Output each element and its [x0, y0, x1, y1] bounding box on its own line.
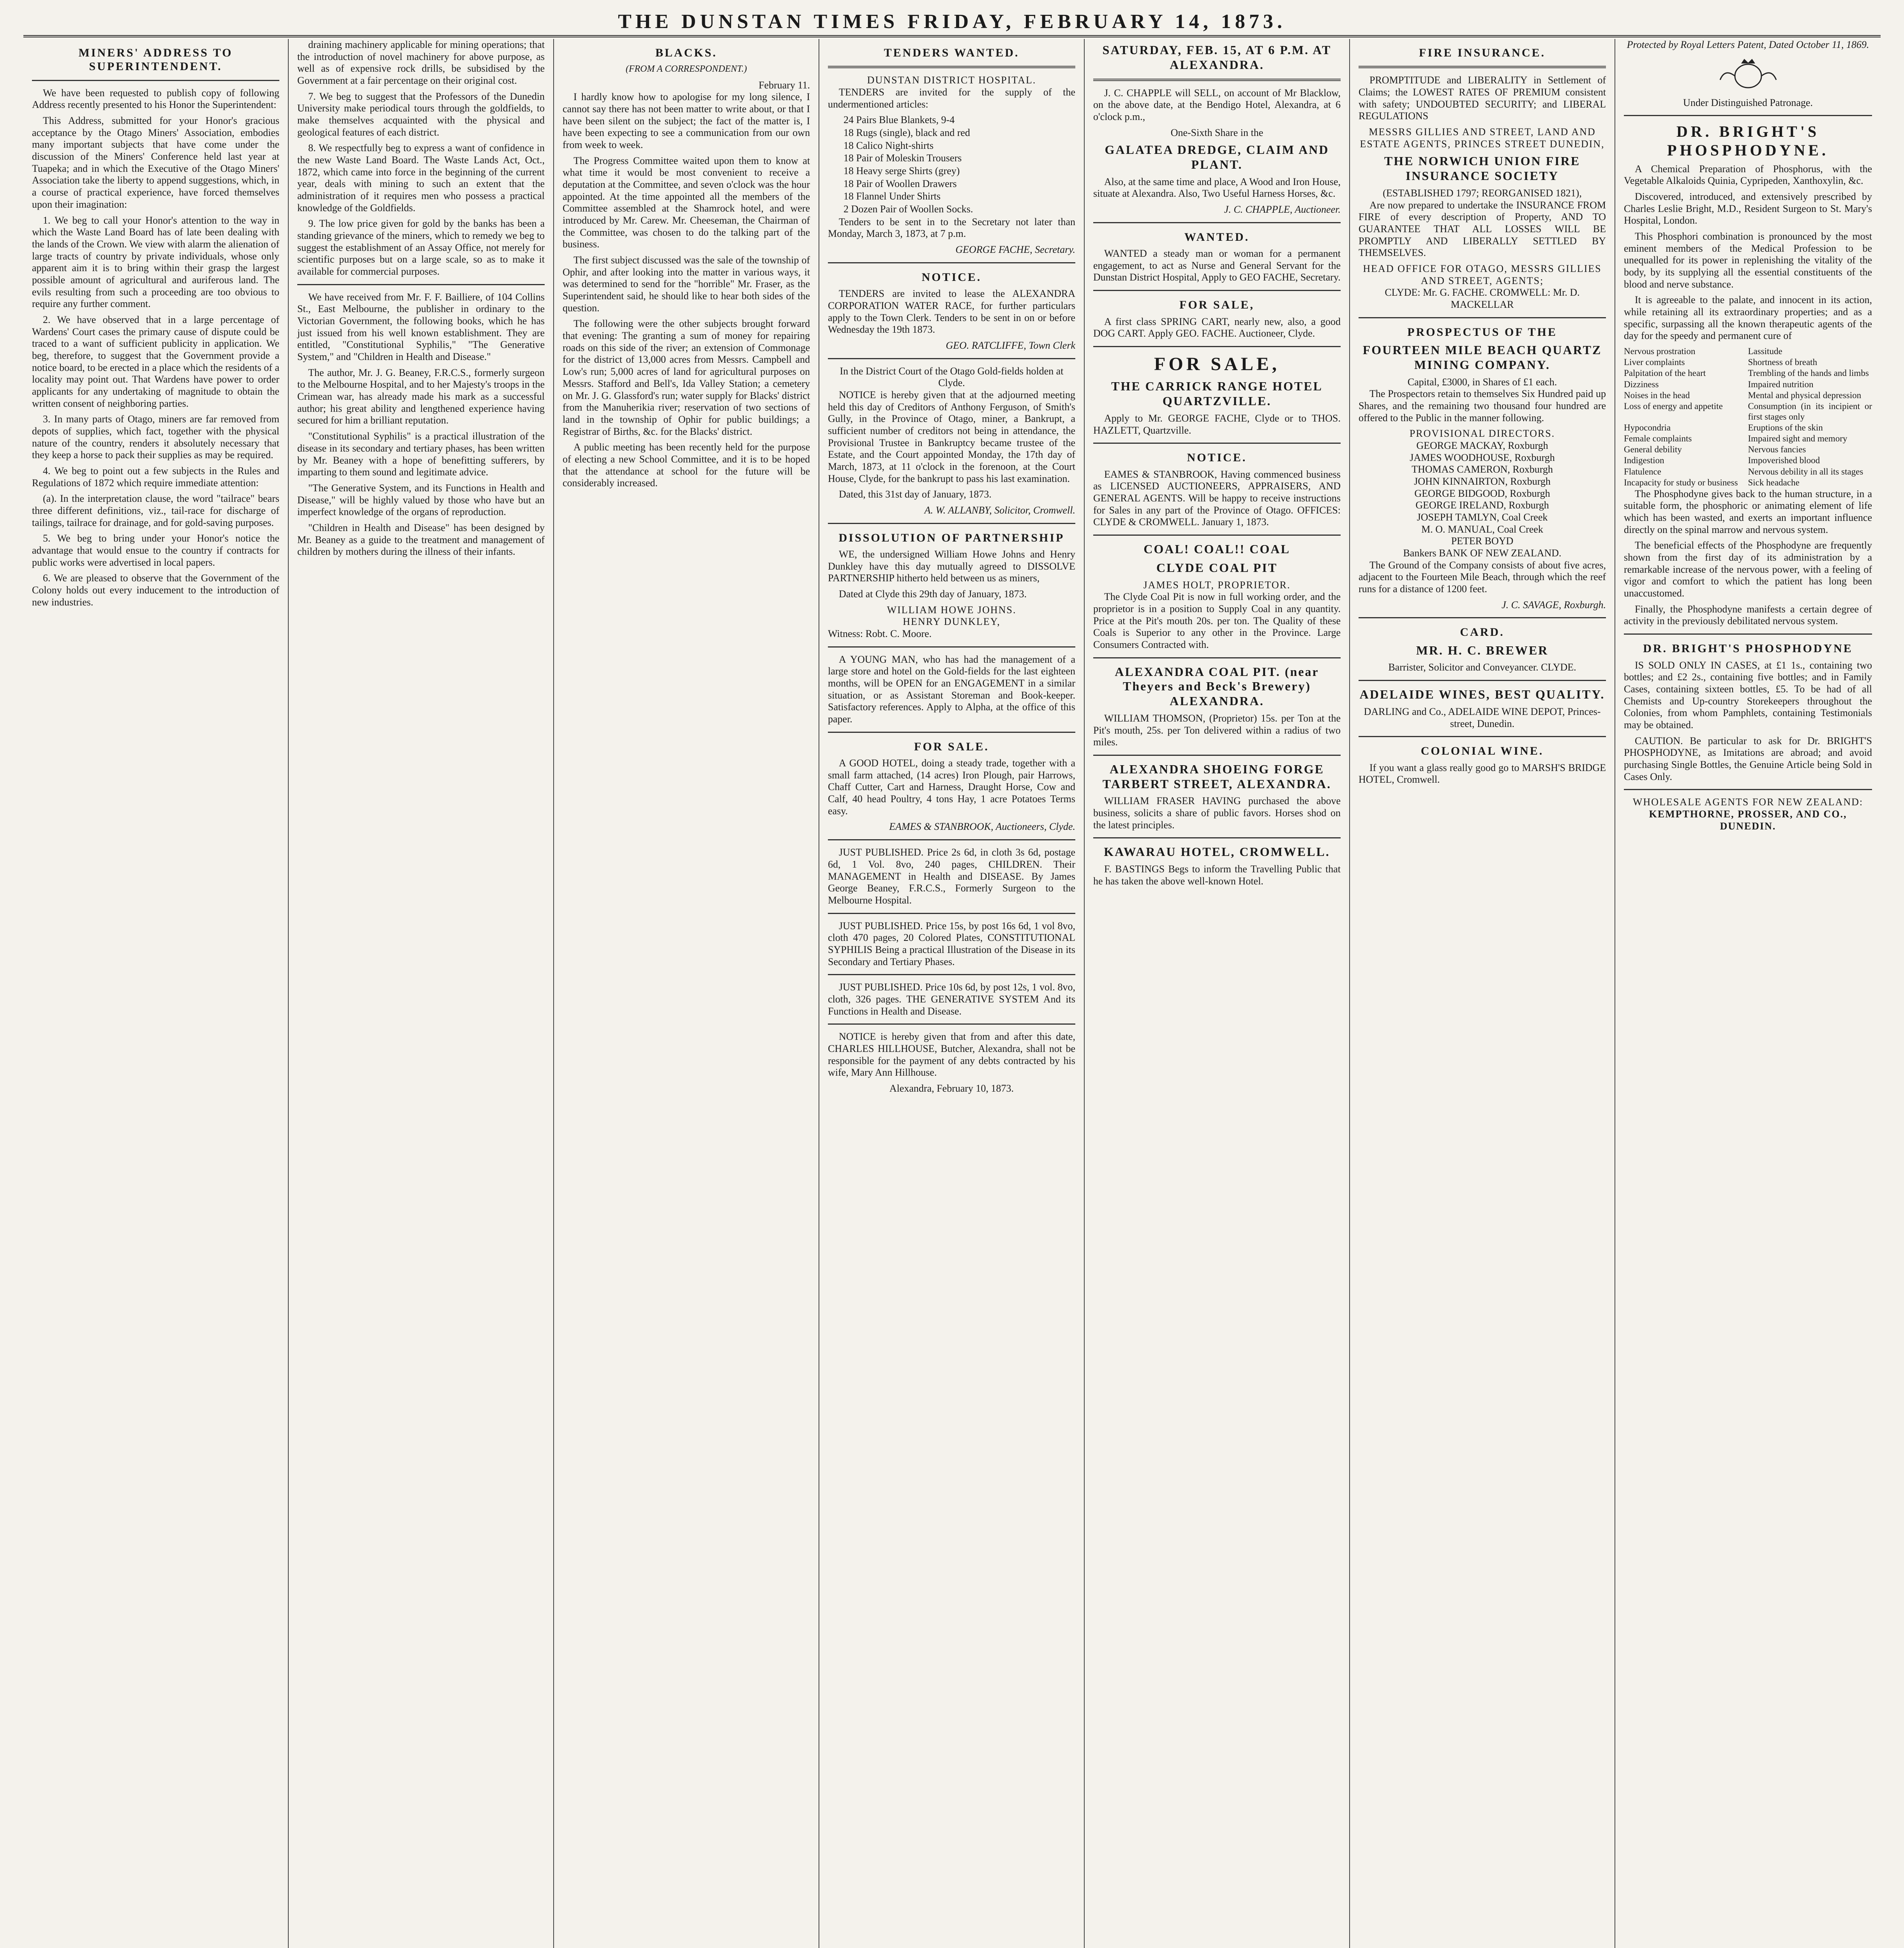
ailments-list — [1624, 346, 1872, 488]
paragraph: A YOUNG MAN, who has had the management of a large store and hotel on the Gold-fields for the last eighteen months, will be OPEN for an ENGAGEMENT in a similar situation, or as Assistant Storeman and Book-keeper. Satisfactory references. Apply to Alpha, at the office of this paper. — [828, 653, 1075, 725]
ad-title: ALEXANDRA SHOEING FORGE TARBERT STREET, ALEXANDRA. — [1102, 762, 1332, 791]
ailment-item: Nervous fancies — [1748, 445, 1806, 455]
paragraph: TENDERS are invited to lease the ALEXANDRA CORPORATION WATER RACE, for further particulars apply to the Town Clerk. Tenders to be sent in on or before Wednesday the 19th 1873. — [828, 288, 1075, 335]
paragraph: 2. We have observed that in a large percentage of Wardens' Court cases the primary cause of dispute could be traced to a want of sufficient publicity in application. We beg, therefore, to suggest that the Government provide a notice board, to be erected in a place which the residents of a locality may point out. That Wardens have power to order applicants for any undertaking of magnitude to obtain the written consent of neighboring parties. — [32, 314, 279, 409]
column-1 — [23, 39, 289, 1948]
paragraph: "Constitutional Syphilis" is a practical illustration of the disease in its secondary and tertiary phases, has been written by Mr. Beaney with a hope of benefitting sufferers, by imparting to them sound and legitimate advice. — [297, 431, 545, 478]
paragraph: It is agreeable to the palate, and innocent in its action, while retaining all its extraordinary properties; and as a specific, surpassing all the known therapeutic agents of the day for the speedy and permanent cure of — [1624, 294, 1872, 342]
paragraph: The Phosphodyne gives back to the human structure, in a suitable form, the phosphoric or animating element of life which has been wasted, and exerts an important influence directly on the spinal marrow and nervous system. — [1624, 488, 1872, 535]
column-2 — [289, 39, 554, 1948]
witness: Witness: Robt. C. Moore. — [828, 628, 932, 640]
ailment-item: Palpitation of the heart — [1624, 368, 1706, 378]
dateline: February 11. — [759, 79, 810, 91]
paragraph: Dated at Clyde this 29th day of January, 1873. — [839, 588, 1027, 600]
ailment-row — [1624, 368, 1872, 378]
divider — [1093, 657, 1341, 658]
article-subheading: (FROM A CORRESPONDENT.) — [625, 64, 747, 74]
ad-title: THE CARRICK RANGE HOTEL QUARTZVILLE. — [1111, 379, 1323, 408]
divider — [1093, 535, 1341, 536]
ailment-row — [1624, 444, 1872, 455]
list-item: 24 Pairs Blue Blankets, 9-4 — [843, 114, 955, 126]
list-item: 18 Rugs (single), black and red — [843, 127, 970, 139]
paragraph: This Phosphori combination is pronounced by the most eminent members of the Medical Profession to be unequalled for its power in replenishing the vitality of the body, by its supplying all the essential constituents of the blood and nerve substance. — [1624, 231, 1872, 290]
ad-heading: CARD. — [1460, 626, 1505, 639]
list-item: 18 Flannel Under Shirts — [843, 191, 941, 202]
ailment-row — [1624, 422, 1872, 433]
ad-heading: WANTED. — [1184, 230, 1250, 244]
ailment-row — [1624, 455, 1872, 466]
ad-line: KEMPTHORNE, PROSSER, AND CO., DUNEDIN. — [1649, 808, 1847, 832]
column-5 — [1085, 39, 1350, 1948]
paragraph: JUST PUBLISHED. Price 2s 6d, in cloth 3s 6d, postage 6d, 1 Vol. 8vo, 240 pages, CHILDREN. Their MANAGEMENT in Health and DISEASE. By James George Beaney, F.R.C.S., Formerly Surgeon to the Melbourne Hospital. — [828, 847, 1075, 906]
paragraph: 4. We beg to point out a few subjects in the Rules and Regulations of 1872 which require immediate attention: — [32, 465, 279, 489]
ad-line: Barrister, Solicitor and Conveyancer. CLYDE. — [1388, 662, 1576, 673]
paragraph: The Progress Committee waited upon them to know at what time it would be most convenient to receive a deputation at the Committee, and seven o'clock was the hour appointed. At the time appointed all the members of the Committee assembled at the Shamrock hotel, and were introduced by Mr. Carew. Mr. Cheeseman, the Chairman of the Committee, was chosen to do the talking part of the business. — [563, 155, 810, 250]
paragraph: 3. In many parts of Otago, miners are far removed from depots of supplies, which fact, together with the physical nature of the country, renders it absolutely necessary that they keep a horse to pack their supplies as may be required. — [32, 413, 279, 461]
paragraph: 5. We beg to bring under your Honor's notice the advantage that would ensue to the country if contracts for public works were advertised in local papers. — [32, 533, 279, 568]
ad-title: CLYDE COAL PIT — [1156, 560, 1278, 575]
ailment-item: Mental and physical depression — [1748, 390, 1862, 400]
ailment-item: Eruptions of the skin — [1748, 423, 1823, 432]
ad-heading: PROSPECTUS OF THE — [1407, 325, 1557, 339]
ad-title: THE NORWICH UNION FIRE INSURANCE SOCIETY — [1384, 154, 1581, 183]
ailment-item: Hypocondria — [1624, 423, 1671, 432]
paragraph: WILLIAM FRASER HAVING purchased the above business, solicits a share of public favors. Horses shod on the latest principles. — [1093, 795, 1341, 831]
ad-heading: DISSOLUTION OF PARTNERSHIP — [838, 531, 1065, 544]
list-item: 2 Dozen Pair of Woollen Socks. — [843, 203, 973, 215]
paragraph: Also, at the same time and place, A Wood and Iron House, situate at Alexandra. Also, Two Useful Harness Horses, &c. — [1093, 176, 1341, 199]
paragraph: NOTICE is hereby given that from and after this date, CHARLES HILLHOUSE, Butcher, Alexandra, shall not be responsible for the payment of any debts contracted by his wife, Mary Ann Hillhouse. — [828, 1031, 1075, 1078]
paragraph: Are now prepared to undertake the INSURANCE FROM FIRE of every description of Property, AND TO GUARANTEE THAT ALL LOSSES WILL BE PROMPTLY AND LIBERALLY SETTLED BY THEMSELVES. — [1359, 199, 1606, 259]
ad-title: DR. BRIGHT'S PHOSPHODYNE. — [1667, 123, 1829, 159]
paragraph: 6. We are pleased to observe that the Government of the Colony holds out every inducement to the introduction of new industries. — [32, 572, 279, 608]
ad-line: HEAD OFFICE FOR OTAGO, MESSRS GILLIES AND STREET, AGENTS; — [1363, 263, 1602, 286]
ailment-item: Flatulence — [1624, 466, 1661, 476]
divider — [1624, 115, 1872, 116]
divider — [1359, 736, 1606, 737]
paragraph: The beneficial effects of the Phosphodyne are frequently shown from the first day of its administration by a remarkable increase of the nervous power, with a feeling of vigor and comfort to which the patient has long been unaccustomed. — [1624, 540, 1872, 599]
paragraph: 9. The low price given for gold by the banks has been a standing grievance of the miners, which to remedy we beg to suggest the establishment of an Assay Office, not merely for scientific purposes but on a large scale, so as to make it available for commercial purposes. — [297, 218, 545, 277]
ad-line: Under Distinguished Patronage. — [1683, 97, 1813, 108]
ad-line: One-Sixth Share in the — [1170, 127, 1263, 138]
ailment-row — [1624, 466, 1872, 477]
divider — [1624, 633, 1872, 635]
ailment-item: Indigestion — [1624, 455, 1664, 466]
paragraph: "The Generative System, and its Functions in Health and Disease," will be highly valued by those who have but an imperfect knowledge of the organs of reproduction. — [297, 482, 545, 518]
paragraph: I hardly know how to apologise for my long silence, I cannot say there has not been matter to write about, or that I have been silent on the subject; the fact of the matter is, I have been expecting to see a communication from our own from week to week. — [563, 91, 810, 151]
article-heading: BLACKS. — [655, 46, 717, 59]
paragraph: Tenders to be sent in to the Secretary not later than Monday, March 3, 1873, at 7 p.m. — [828, 216, 1075, 240]
column-6 — [1350, 39, 1615, 1948]
paragraph: A public meeting has been recently held for the purpose of electing a new School Committee, and it is to be hoped that the attendance at school for the future will be considerably increased. — [563, 441, 810, 489]
ad-title: FOURTEEN MILE BEACH QUARTZ MINING COMPANY. — [1362, 343, 1602, 372]
signature: J. C. CHAPPLE, Auctioneer. — [1224, 204, 1341, 215]
paragraph: 1. We beg to call your Honor's attention to the way in which the Waste Land Board has of late been dealing with the lands of the Crown. We view with alarm the alienation of large tracts of country by private individuals, whose only apparent aim it is to bring within their grasp the largest possible amount of agricultural and auriferous land. The evils resulting from such a proceeding are too obvious to require any further comment. — [32, 214, 279, 310]
divider — [1624, 789, 1872, 790]
signature: A. W. ALLANBY, Solicitor, Cromwell. — [924, 504, 1075, 516]
ailment-item: Noises in the head — [1624, 390, 1690, 400]
paragraph: EAMES & STANBROOK, Having commenced business as LICENSED AUCTIONEERS, APPRAISERS, AND GENERAL AGENTS. Will be happy to receive instructions for Sales in any part of the Province of Otago. OFFICES: CLYDE & CROMWELL. January 1, 1873. — [1093, 468, 1341, 528]
ad-subheading: PROVISIONAL DIRECTORS. — [1409, 428, 1555, 439]
column-4 — [819, 39, 1085, 1948]
ailment-item: Impoverished blood — [1748, 455, 1820, 466]
ad-title: KAWARAU HOTEL, CROMWELL. — [1104, 845, 1330, 859]
list-item: JOHN KINNAIRTON, Roxburgh — [1414, 475, 1551, 487]
divider — [1359, 317, 1606, 318]
column-3 — [554, 39, 819, 1948]
divider — [297, 284, 545, 285]
divider — [828, 358, 1075, 359]
divider — [1359, 66, 1606, 68]
ailment-row — [1624, 433, 1872, 444]
ad-heading: TENDERS WANTED. — [884, 46, 1020, 59]
paragraph: 7. We beg to suggest that the Professors of the Dunedin University make periodical tours through the goldfields, to make themselves acquainted with the physical and geological features of each district. — [297, 90, 545, 138]
ad-line: Capital, £3000, in Shares of £1 each. — [1407, 376, 1557, 388]
list-item: JAMES WOODHOUSE, Roxburgh — [1410, 452, 1555, 463]
paragraph: CAUTION. Be particular to ask for Dr. BRIGHT'S PHOSPHODYNE, as Imitations are abroad; and avoid purchasing Single Bottles, the Genuine Article being Sold in Cases Only. — [1624, 735, 1872, 782]
ad-subheading: In the District Court of the Otago Gold-fields holden at Clyde. — [840, 365, 1064, 389]
masthead: THE DUNSTAN TIMES FRIDAY, FEBRUARY 14, 1873. — [23, 8, 1881, 37]
divider — [828, 66, 1075, 68]
list-item: JOSEPH TAMLYN, Coal Creek — [1417, 511, 1548, 523]
ailment-item: Liver complaints — [1624, 357, 1685, 367]
ailment-row — [1624, 390, 1872, 401]
divider — [1093, 443, 1341, 444]
divider — [828, 523, 1075, 524]
paragraph: WILLIAM THOMSON, (Proprietor) 15s. per Ton at the Pit's mouth, 25s. per Ton delivered within a radius of two miles. — [1093, 712, 1341, 748]
paragraph: TENDERS are invited for the supply of the undermentioned articles: — [828, 86, 1075, 110]
divider — [828, 646, 1075, 648]
list-item: 18 Pair of Moleskin Trousers — [843, 152, 962, 164]
ad-line: WHOLESALE AGENTS FOR NEW ZEALAND: — [1632, 796, 1863, 808]
ailment-item: Dizziness — [1624, 379, 1659, 389]
ailment-item: General debility — [1624, 445, 1682, 455]
divider — [828, 974, 1075, 975]
list-item: THOMAS CAMERON, Roxburgh — [1412, 464, 1553, 475]
ad-heading: SATURDAY, FEB. 15, AT 6 P.M. AT ALEXANDRA. — [1102, 43, 1332, 72]
paragraph: A first class SPRING CART, nearly new, also, a good DOG CART. Apply GEO. FACHE. Auctioneer, Clyde. — [1093, 316, 1341, 339]
paragraph: WANTED a steady man or woman for a permanent engagement, to act as Nurse and General Servant for the Dunstan District Hospital, Apply to GEO FACHE, Secretary. — [1093, 248, 1341, 283]
ailment-row — [1624, 401, 1872, 422]
paragraph: If you want a glass really good go to MARSH'S BRIDGE HOTEL, Cromwell. — [1359, 762, 1606, 785]
paragraph: This Address, submitted for your Honor's gracious acceptance by the Otago Miners' Association, embodies many important subjects that have come under the discussion of the Miners' Conference held last year at Tuapeka; and in which the Executive of the Otago Miners' Association take the liberty to append suggestions, which, in a course of practical experience, have forced themselves upon their imagination: — [32, 115, 279, 210]
ailment-row — [1624, 346, 1872, 356]
ad-heading: FOR SALE, — [1154, 353, 1280, 374]
ailment-item: Shortness of breath — [1748, 357, 1818, 367]
paragraph: The following were the other subjects brought forward that evening: The granting a sum of money for repairing roads on this side of the river; an extension of Commonage for the district of 13,000 acres from Messrs. Campbell and Low's run; 5,000 acres of land for agricultural purposes on Messrs. Stafford and Bell's, Ida Valley Station; a cemetery on Mr. J. G. Glassford's run; water supply for Blacks' district from the Manuherikia river; reservation of two sections of land in the township of Ophir for public buildings; a Registrar of Births, &c. for the Blacks' district. — [563, 318, 810, 437]
ad-subheading: DUNSTAN DISTRICT HOSPITAL. — [867, 74, 1036, 86]
paragraph: 8. We respectfully beg to express a want of confidence in the new Waste Land Board. The Waste Lands Act, Oct., 1872, which came into force in the beginning of the current year, deals with mining to such an extent that the administration of it requires men who possess a practical knowledge of the Goldfields. — [297, 142, 545, 214]
ailment-item: Nervous prostration — [1624, 346, 1696, 356]
paragraph: A Chemical Preparation of Phosphorus, with the Vegetable Alkaloids Quinia, Cypripeden, Xanthoxylin, &c. — [1624, 163, 1872, 187]
divider — [1093, 79, 1341, 81]
divider — [828, 732, 1075, 733]
paragraph: The first subject discussed was the sale of the township of Ophir, and after looking into the matter in various ways, it was determined to send for the "horrible" Mr. Fraser, as the Superintendent said, he should like to hear both sides of the question. — [563, 254, 810, 314]
ailment-item: Nervous debility in all its stages — [1748, 466, 1863, 476]
paragraph: (a). In the interpretation clause, the word "tailrace" bears three different definitions, viz., tail-race for discharge of tailings, tailrace for drainage, and for gold-saving purposes. — [32, 493, 279, 528]
ailment-item: Lassitude — [1748, 346, 1782, 356]
paragraph: JUST PUBLISHED. Price 10s 6d, by post 12s, 1 vol. 8vo, cloth, 326 pages. THE GENERATIVE SYSTEM And its Functions in Health and Disease. — [828, 981, 1075, 1017]
ad-line: JAMES HOLT, PROPRIETOR. — [1143, 579, 1291, 591]
paragraph: A GOOD HOTEL, doing a steady trade, together with a small farm attached, (14 acres) Iron Plough, pair Harrows, Chaff Cutter, Cart and Harness, Draught Horse, Cow and Calf, 40 head Poultry, 4 tons Hay, 1 acre Potatoes Terms easy. — [828, 757, 1075, 817]
ad-title: ALEXANDRA COAL PIT. (near Theyers and Beck's Brewery) ALEXANDRA. — [1115, 664, 1319, 708]
divider — [1359, 680, 1606, 681]
list-item: 18 Heavy serge Shirts (grey) — [843, 165, 960, 177]
paragraph: IS SOLD ONLY IN CASES, at £1 1s., containing two bottles; and £2 2s., containing five bottles; and in Family Cases, containing sixteen bottles, £5. To be had of all Chemists and Up-country Storekeepers throughout the Colonies, from whom Pamphlets, containing Testimonials may be obtained. — [1624, 659, 1872, 730]
paragraph: Apply to Mr. GEORGE FACHE, Clyde or to THOS. HAZLETT, Quartzville. — [1093, 412, 1341, 436]
ad-heading: FIRE INSURANCE. — [1419, 46, 1546, 59]
paragraph: The Ground of the Company consists of about five acres, adjacent to the Fourteen Mile Beach, through which the reef runs for a distance of 1200 feet. — [1359, 559, 1606, 595]
ad-line: (ESTABLISHED 1797; REORGANISED 1821), — [1383, 187, 1582, 199]
list-item: GEORGE IRELAND, Roxburgh — [1415, 499, 1549, 511]
paragraph: NOTICE is hereby given that at the adjourned meeting held this day of Creditors of Anthony Ferguson, of Smith's Gully, in the Province of Otago, miner, a Bankrupt, a sufficient number of creditors not being in attendance, the Provisional Trustee in Bankruptcy became trustee of the Estate, and the Court appointed Monday, the 17th day of March, 1873, at 11 o'clock in the forenoon, at the Court House, Clyde, for the bankrupt to pass his last examination. — [828, 389, 1075, 484]
ad-title: GALATEA DREDGE, CLAIM AND PLANT. — [1105, 143, 1329, 171]
royal-crest-icon — [1717, 56, 1779, 92]
ad-heading: NOTICE. — [921, 270, 982, 284]
ailment-row — [1624, 477, 1872, 488]
ad-title: ADELAIDE WINES, BEST QUALITY. — [1359, 687, 1605, 702]
signature: J. C. SAVAGE, Roxburgh. — [1501, 599, 1606, 611]
divider — [828, 262, 1075, 263]
paragraph: We have been requested to publish copy of following Address recently presented to his Honor the Superintendent: — [32, 87, 279, 111]
ailment-item: Consumption (in its incipient or first stages only — [1748, 401, 1872, 422]
list-item: GEORGE BIDGOOD, Roxburgh — [1414, 487, 1550, 499]
list-item: PETER BOYD — [1451, 535, 1514, 547]
paragraph: WE, the undersigned William Howe Johns and Henry Dunkley have this day mutually agreed to DISSOLVE PARTNERSHIP hitherto held between us as miners, — [828, 549, 1075, 584]
paragraph: The Clyde Coal Pit is now in full working order, and the proprietor is in a position to Supply Coal in any quantity. Price at the Pit's mouth 20s. per ton. The Quality of these Coals is Superior to any other in the Province. Large Consumers Contracted with. — [1093, 591, 1341, 650]
paragraph: J. C. CHAPPLE will SELL, on account of Mr Blacklow, on the above date, at the Bendigo Hotel, Alexandra, at 6 o'clock p.m., — [1093, 87, 1341, 122]
paragraph: Finally, the Phosphodyne manifests a certain degree of activity in the previously debilitated nervous system. — [1624, 603, 1872, 627]
ad-heading: FOR SALE. — [914, 740, 989, 753]
list-item: 18 Calico Night-shirts — [843, 139, 934, 151]
ailment-item: Loss of energy and appetite — [1624, 401, 1723, 411]
ailment-item: Trembling of the hands and limbs — [1748, 368, 1869, 378]
ailment-item: Impaired nutrition — [1748, 379, 1814, 389]
paragraph: The author, Mr. J. G. Beaney, F.R.C.S., formerly surgeon to the Melbourne Hospital, and to her Majesty's troops in the Crimean war, has already made his mark as a successful author; his great ability and lengthened experience having secured for him a brilliant reputation. — [297, 367, 545, 426]
signature: WILLIAM HOWE JOHNS. — [887, 604, 1016, 616]
ailment-item: Sick headache — [1748, 477, 1800, 487]
ad-heading: DR. BRIGHT'S PHOSPHODYNE — [1643, 642, 1853, 655]
divider — [1093, 837, 1341, 838]
page-columns — [23, 39, 1881, 1948]
ailment-item: Incapacity for study or business — [1624, 477, 1738, 487]
list-item: GEORGE MACKAY, Roxburgh — [1416, 439, 1548, 451]
ad-line: Bankers BANK OF NEW ZEALAND. — [1403, 547, 1562, 559]
divider — [1093, 755, 1341, 756]
paragraph: PROMPTITUDE and LIBERALITY in Settlement of Claims; the LOWEST RATES OF PREMIUM consistent with safety; UNDOUBTED SECURITY; and LIBERAL REGULATIONS — [1359, 74, 1606, 122]
divider — [1093, 222, 1341, 223]
signature: HENRY DUNKLEY, — [903, 616, 1001, 628]
signature: EAMES & STANBROOK, Auctioneers, Clyde. — [889, 821, 1075, 833]
ailment-row — [1624, 379, 1872, 390]
paragraph: draining machinery applicable for mining operations; that the introduction of novel machinery for above purpose, as well as of expensive rock drills, be subsidised by the Government at a fair percentage on their original cost. — [297, 39, 545, 86]
paragraph: The Prospectors retain to themselves Six Hundred paid up Shares, and the remaining two thousand four hundred are offered to the Public in the manner following. — [1359, 388, 1606, 423]
list-item: 18 Pair of Woollen Drawers — [843, 178, 957, 189]
divider — [1093, 290, 1341, 291]
divider — [828, 913, 1075, 914]
ad-heading: COAL! COAL!! COAL — [1143, 542, 1290, 556]
article-heading: MINERS' ADDRESS TO SUPERINTENDENT. — [78, 46, 233, 73]
divider — [828, 839, 1075, 840]
divider — [1359, 617, 1606, 618]
paragraph: F. BASTINGS Begs to inform the Travelling Public that he has taken the above well-known Hotel. — [1093, 863, 1341, 887]
ad-line: DARLING and Co., ADELAIDE WINE DEPOT, Princes-street, Dunedin. — [1364, 706, 1601, 729]
ailment-item: Impaired sight and memory — [1748, 434, 1848, 444]
paragraph: JUST PUBLISHED. Price 15s, by post 16s 6d, 1 vol 8vo, cloth 470 pages, 20 Colored Plates, CONSTITUTIONAL SYPHILIS Being a practical Illustration of the Disease in its Secondary and Tertiary Phases. — [828, 920, 1075, 967]
ad-heading: FOR SALE, — [1179, 298, 1255, 312]
paragraph: Dated, this 31st day of January, 1873. — [839, 489, 992, 500]
paragraph: "Children in Health and Disease" has been designed by Mr. Beaney as a guide to the treatment and management of children by mothers during the illness of their infants. — [297, 522, 545, 558]
paragraph: We have received from Mr. F. F. Bailliere, of 104 Collins St., East Melbourne, the publisher in ordinary to the Victorian Government, the following books, which he has just issued from his well known establishment. They are entitled, "Constitutional Syphilis," "The Generative System," and "Children in Health and Disease." — [297, 291, 545, 363]
ad-heading: COLONIAL WINE. — [1421, 745, 1544, 758]
ad-line: Protected by Royal Letters Patent, Dated October 11, 1869. — [1627, 39, 1869, 50]
ad-title: MR. H. C. BREWER — [1416, 643, 1549, 657]
divider — [32, 80, 279, 81]
divider — [1093, 346, 1341, 347]
signature: GEORGE FACHE, Secretary. — [955, 244, 1075, 256]
ailment-row — [1624, 357, 1872, 367]
ad-line: CLYDE: Mr. G. FACHE. CROMWELL: Mr. D. MACKELLAR — [1385, 287, 1580, 310]
ailment-item: Female complaints — [1624, 434, 1692, 444]
column-7 — [1615, 39, 1881, 1948]
ad-line: MESSRS GILLIES AND STREET, LAND AND ESTATE AGENTS, PRINCES STREET DUNEDIN, — [1360, 126, 1605, 150]
paragraph: Discovered, introduced, and extensively prescribed by Charles Leslie Bright, M.D., Resident Surgeon to St. Mary's Hospital, London. — [1624, 191, 1872, 226]
dateline: Alexandra, February 10, 1873. — [889, 1082, 1014, 1094]
ad-heading: NOTICE. — [1187, 451, 1247, 464]
list-item: M. O. MANUAL, Coal Creek — [1421, 523, 1543, 535]
divider — [828, 1023, 1075, 1025]
signature: GEO. RATCLIFFE, Town Clerk — [946, 339, 1075, 351]
